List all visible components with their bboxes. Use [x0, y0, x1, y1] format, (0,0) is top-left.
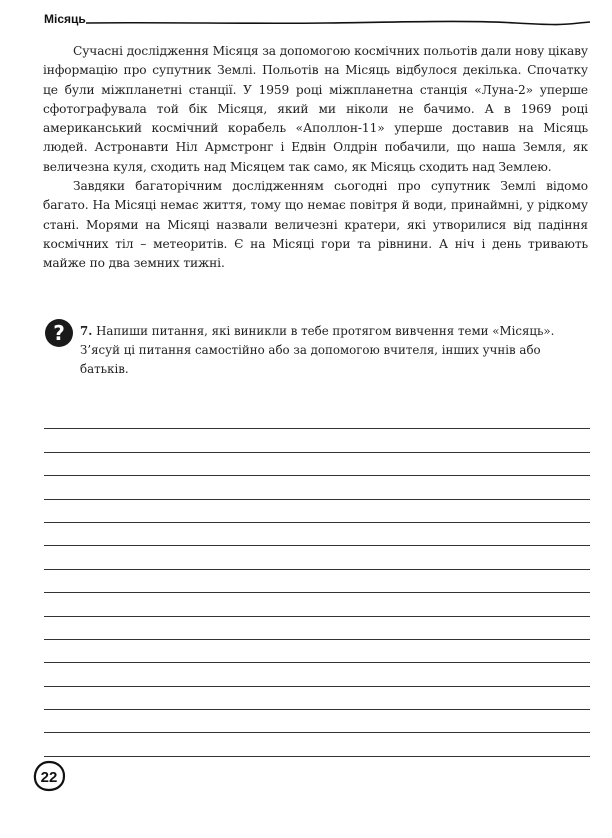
- page-number: 22: [40, 769, 58, 786]
- paragraph-2: Завдяки багаторічним дослідженням сьогодні про супутник Землі відомо багато. На Місяці немає життя, тому що немає повітря й води, принаймні, у рідкому стані. Морями на Місяці назвали величезні кратери, які утворилися від падіння космічних тіл – метеоритів. Є на Місяці гори та рівнини. А ніч і день тривають майже по два земних тижні.: [43, 179, 588, 271]
- answer-line[interactable]: [44, 500, 590, 523]
- answer-line[interactable]: [44, 710, 590, 733]
- page-number-badge: [32, 760, 66, 792]
- answer-line[interactable]: [44, 640, 590, 663]
- answer-line[interactable]: [44, 663, 590, 686]
- answer-line[interactable]: [44, 570, 590, 593]
- answer-line[interactable]: [44, 429, 590, 452]
- answer-line[interactable]: [44, 476, 590, 499]
- answer-line[interactable]: [44, 617, 590, 640]
- main-text: [43, 42, 588, 274]
- page-header-title: Місяць: [44, 12, 86, 26]
- answer-line[interactable]: [44, 687, 590, 710]
- answer-line[interactable]: [44, 406, 590, 429]
- paragraph-1: Сучасні дослідження Місяця за допомогою космічних польотів дали нову цікаву інформацію про супутник Землі. Польотів на Місяць відбулося декілька. Спочатку це були міжпланетні станції. У 1959 році міжпланетна станція «Луна-2» уперше сфотографувала той бік Місяця, який ми ніколи не бачимо. А в 1969 році американський космічний корабель «Аполлон-11» уперше доставив на Місяць людей. Астронавти Ніл Армстронг і Едвін Олдрін побачили, що наша Земля, як величезна куля, сходить над Місяцем так само, як Місяць сходить над Землею.: [43, 44, 588, 174]
- answer-line[interactable]: [44, 453, 590, 476]
- question-mark-icon: [44, 318, 74, 348]
- task-7: [80, 322, 590, 379]
- answer-line[interactable]: [44, 593, 590, 616]
- question-mark-symbol: ?: [53, 321, 65, 345]
- answer-line[interactable]: [44, 546, 590, 569]
- answer-line[interactable]: [44, 733, 590, 756]
- task-text: Напиши питання, які виникли в тебе протягом вивчення теми «Місяць». З’ясуй ці питання самостійно або за допомогою вчителя, інших учнів або батьків.: [80, 324, 555, 376]
- answer-line[interactable]: [44, 523, 590, 546]
- answer-lines[interactable]: [44, 406, 590, 757]
- header-rule: [86, 14, 590, 28]
- task-number: 7.: [80, 324, 93, 338]
